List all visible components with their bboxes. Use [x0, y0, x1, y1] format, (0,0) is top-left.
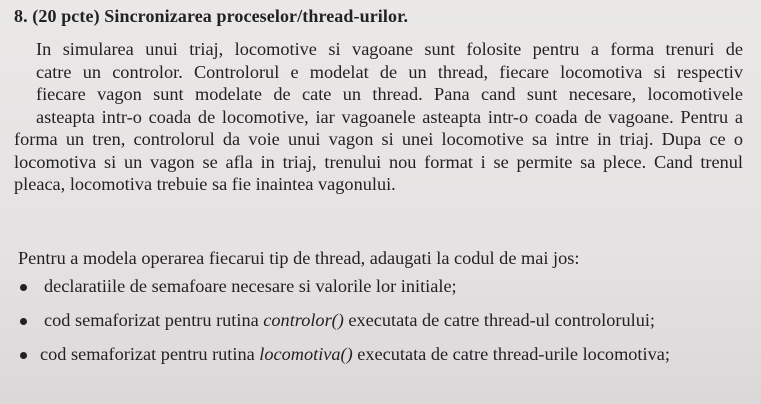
bullet-icon: [20, 284, 27, 291]
function-name: controlor(): [263, 310, 344, 330]
list-item-prefix: cod semaforizat pentru rutina: [40, 344, 260, 364]
statement-line: forma un tren, controlorul da voie unui vagon si unei locomotive sa intre in triaj. Dupa ce o: [14, 129, 743, 149]
bullet-icon: [20, 318, 27, 325]
statement-line: fiecare vagon sunt modelate de cate un thread. Pana cand sunt necesare, locomotivele: [36, 84, 743, 104]
list-item: [18, 344, 748, 378]
problem-statement: [14, 38, 743, 196]
list-item-text: [40, 344, 670, 365]
question-title: 8. (20 pcte) Sincronizarea proceselor/thread-urilor.: [14, 6, 409, 26]
list-item: [18, 310, 748, 344]
bullet-icon: [20, 352, 27, 359]
requirements-list: [18, 276, 748, 378]
statement-line: pleaca, locomotiva trebuie sa fie inaintea vagonului.: [14, 174, 396, 194]
statement-line: asteapta intr-o coada de locomotive, iar vagoanele asteapta intr-o coada de vagoane. Pentru a: [36, 106, 743, 127]
list-item-suffix: executata de catre thread-urile locomotiva;: [352, 344, 670, 364]
statement-line: catre un controlor. Controlorul e modelat de un thread, fiecare locomotiva si respectiv: [36, 61, 743, 82]
list-item-text: [44, 310, 655, 331]
statement-line: locomotiva si un vagon se afla in triaj, trenului nou format i se permite sa plece. Cand trenul: [14, 151, 743, 172]
list-item-suffix: executata de catre thread-ul controlorului;: [343, 310, 655, 330]
instruction-text: Pentru a modela operarea fiecarui tip de thread, adaugati la codul de mai jos:: [18, 248, 580, 268]
list-item-text: declaratiile de semafoare necesare si valorile lor initiale;: [44, 276, 457, 296]
list-item-prefix: cod semaforizat pentru rutina: [44, 310, 264, 330]
statement-line: In simularea unui triaj, locomotive si vagoane sunt folosite pentru a forma trenuri de: [36, 39, 743, 59]
list-item: [18, 276, 748, 310]
function-name: locomotiva(): [259, 344, 353, 364]
